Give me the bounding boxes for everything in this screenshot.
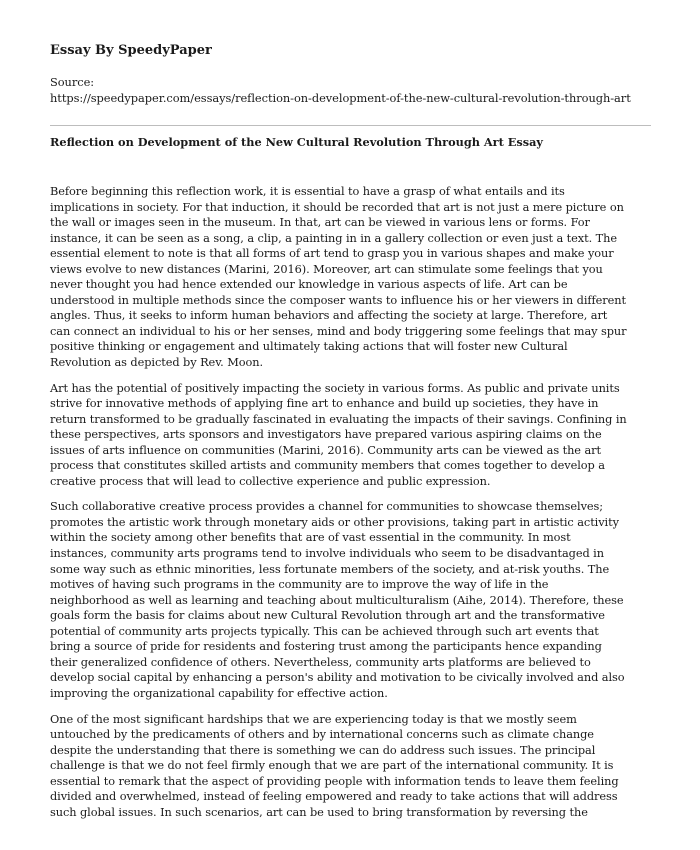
paragraph-line: divided and overwhelmed, instead of feeling empowered and ready to take actions that will address <box>50 789 618 804</box>
paragraph-line: these perspectives, arts sponsors and investigators have prepared various aspiring claims on the <box>50 427 602 442</box>
paragraph-line: return transformed to be gradually fascinated in evaluating the impacts of their savings. Confining in <box>50 411 627 426</box>
paragraph-line: creative process that will lead to collective experience and public expression. <box>50 473 491 488</box>
paragraph-line: such global issues. In such scenarios, art can be used to bring transformation by reversing the <box>50 804 588 819</box>
paragraph-line: Art has the potential of positively impacting the society in various forms. As public and private units <box>50 380 620 395</box>
paragraph-line: Revolution as depicted by Rev. Moon. <box>50 355 264 370</box>
paragraph-line: understood in multiple methods since the composer wants to influence his or her viewers in different <box>50 292 626 307</box>
paragraph-line: bring a source of pride for residents and fostering trust among the participants hence expanding <box>50 639 602 654</box>
paragraph-line: angles. Thus, it seeks to inform human behaviors and affecting the society at large. Therefore, art <box>50 308 608 323</box>
paragraph-line: neighborhood as well as learning and teaching about multiculturalism (Aihe, 2014). Therefore, these <box>50 592 624 607</box>
paragraph-line: the wall or images seen in the museum. In that, art can be viewed in various lens or forms. For <box>50 215 590 230</box>
essay-body <box>50 184 654 830</box>
paragraph-line: instance, it can be seen as a song, a clip, a painting in in a gallery collection or even just a text. The <box>50 230 617 245</box>
paragraph-line: strive for innovative methods of applying fine art to enhance and build up societies, they have in <box>50 396 599 411</box>
essay-paragraph <box>50 184 654 371</box>
paragraph-line: views evolve to new distances (Marini, 2016). Moreover, art can stimulate some feelings that you <box>50 261 603 276</box>
source-block <box>50 74 631 106</box>
essay-paragraph <box>50 381 654 490</box>
paragraph-line: within the society among other benefits that are of vast essential in the community. In most <box>50 530 571 545</box>
source-label: Source: <box>50 75 95 89</box>
essay-title: Reflection on Development of the New Cultural Revolution Through Art Essay <box>50 135 543 149</box>
paragraph-line: improving the organizational capability for effective action. <box>50 685 388 700</box>
paragraph-line: never thought you had hence extended our knowledge in various aspects of life. Art can be <box>50 277 568 292</box>
essay-paragraph <box>50 499 654 701</box>
source-url: https://speedypaper.com/essays/reflection-on-development-of-the-new-cultural-revolution-through-art <box>50 91 631 105</box>
paragraph-line: essential to remark that the aspect of providing people with information tends to leave them feeling <box>50 773 619 788</box>
paragraph-line: issues of arts influence on communities (Marini, 2016). Community arts can be viewed as the art <box>50 442 601 457</box>
paragraph-line: develop social capital by enhancing a person's ability and motivation to be civically involved and also <box>50 670 625 685</box>
paragraph-line: instances, community arts programs tend to involve individuals who seem to be disadvantaged in <box>50 546 604 561</box>
paragraph-line: goals form the basis for claims about new Cultural Revolution through art and the transformative <box>50 608 605 623</box>
paragraph-line: implications in society. For that induction, it should be recorded that art is not just a mere picture on <box>50 199 624 214</box>
paragraph-line: untouched by the predicaments of others and by international concerns such as climate change <box>50 727 594 742</box>
paragraph-line: essential element to note is that all forms of art tend to grasp you in various shapes and make your <box>50 246 614 261</box>
header-divider <box>50 125 651 126</box>
paragraph-line: promotes the artistic work through monetary aids or other provisions, taking part in artistic activity <box>50 514 619 529</box>
essay-paragraph <box>50 712 654 821</box>
paragraph-line: positive thinking or engagement and ultimately taking actions that will foster new Cultural <box>50 339 568 354</box>
site-title: Essay By SpeedyPaper <box>50 43 212 58</box>
paragraph-line: potential of community arts projects typically. This can be achieved through such art events that <box>50 623 599 638</box>
paragraph-line: despite the understanding that there is something we can do address such issues. The principal <box>50 742 596 757</box>
paragraph-line: Such collaborative creative process provides a channel for communities to showcase themselves; <box>50 499 604 514</box>
paragraph-line: motives of having such programs in the community are to improve the way of life in the <box>50 577 549 592</box>
paragraph-line: can connect an individual to his or her senses, mind and body triggering some feelings that may spur <box>50 323 627 338</box>
paragraph-line: Before beginning this reflection work, it is essential to have a grasp of what entails and its <box>50 184 565 198</box>
paragraph-line: process that constitutes skilled artists and community members that comes together to develop a <box>50 458 605 473</box>
paragraph-line: One of the most significant hardships that we are experiencing today is that we mostly seem <box>50 711 577 726</box>
paragraph-line: some way such as ethnic minorities, less fortunate members of the society, and at-risk youths. The <box>50 561 610 576</box>
paragraph-line: challenge is that we do not feel firmly enough that we are part of the international community. It is <box>50 758 614 773</box>
paragraph-line: their generalized confidence of others. Nevertheless, community arts platforms are believed to <box>50 654 591 669</box>
